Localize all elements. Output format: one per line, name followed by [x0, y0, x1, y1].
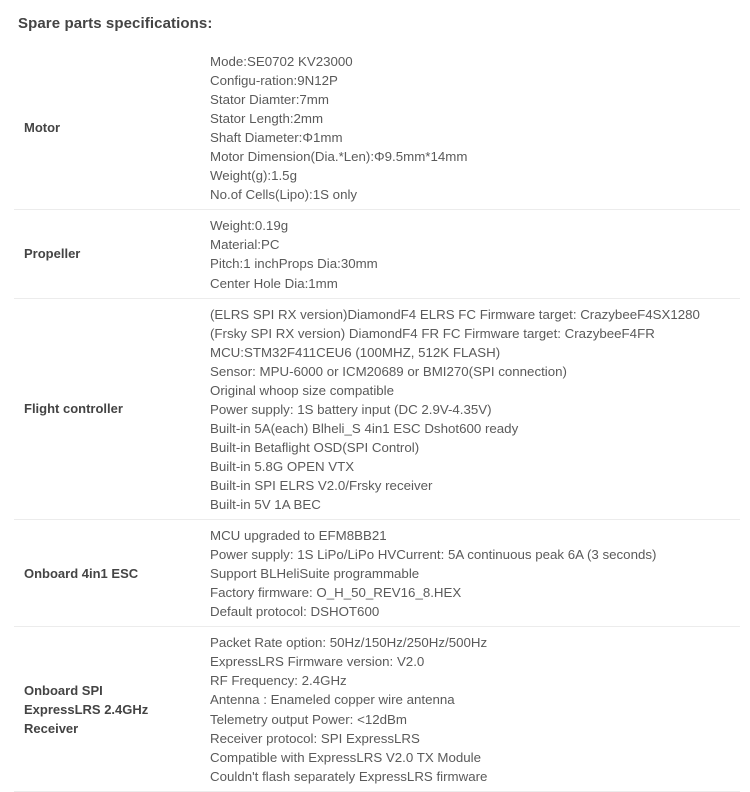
spec-line: Stator Length:2mm [210, 111, 324, 127]
spec-line: MCU upgraded to EFM8BB21 [210, 528, 387, 544]
spec-label [14, 520, 196, 627]
spec-label-line: Receiver [24, 720, 79, 736]
spec-row-flight-controller [14, 298, 740, 520]
spec-line: Antenna : Enameled copper wire antenna [210, 692, 455, 708]
spec-line: Packet Rate option: 50Hz/150Hz/250Hz/500Hz [210, 635, 488, 651]
spec-line: (Frsky SPI RX version) DiamondF4 FR FC Firmware target: CrazybeeF4FR [210, 325, 655, 341]
spec-line: Built-in Betaflight OSD(SPI Control) [210, 439, 420, 455]
spec-values [196, 210, 740, 298]
spec-line: Mode:SE0702 KV23000 [210, 54, 353, 69]
spec-line: Weight(g):1.5g [210, 168, 297, 184]
spec-label-line: Flight controller [24, 401, 123, 417]
spec-line: Power supply: 1S LiPo/LiPo HVCurrent: 5A continuous peak 6A (3 seconds) [210, 547, 657, 563]
spec-line: Built-in 5.8G OPEN VTX [210, 458, 355, 474]
spec-values [196, 520, 740, 627]
spec-line: Support BLHeliSuite programmable [210, 566, 420, 582]
spec-line: MCU:STM32F411CEU6 (100MHZ, 512K FLASH) [210, 344, 501, 360]
spec-line: Built-in SPI ELRS V2.0/Frsky receiver [210, 477, 433, 493]
spec-label [14, 210, 196, 298]
spec-label [14, 298, 196, 520]
spec-line: Sensor: MPU-6000 or ICM20689 or BMI270(SPI connection) [210, 363, 567, 379]
spec-values [196, 298, 740, 520]
spec-line: Compatible with ExpressLRS V2.0 TX Module [210, 749, 481, 765]
spec-line: No.of Cells(Lipo):1S only [210, 187, 358, 203]
spec-label [14, 627, 196, 791]
spec-label [14, 46, 196, 210]
spec-label-line: Propeller [24, 246, 81, 262]
spec-line: Material:PC [210, 237, 280, 253]
spec-line: Motor Dimension(Dia.*Len):Φ9.5mm*14mm [210, 149, 468, 165]
spec-label-line: Onboard 4in1 ESC [24, 565, 139, 581]
spec-line: Built-in 5V 1A BEC [210, 497, 321, 513]
spec-line: Couldn't flash separately ExpressLRS firmware [210, 768, 488, 784]
spec-label-line: Onboard SPI [24, 682, 103, 698]
spec-line: (ELRS SPI RX version)DiamondF4 ELRS FC Firmware target: CrazybeeF4SX1280 [210, 306, 700, 322]
spec-line: Stator Diamter:7mm [210, 92, 329, 108]
spec-line: Telemetry output Power: <12dBm [210, 711, 407, 727]
spec-row-receiver [14, 627, 740, 791]
spec-values [196, 46, 740, 210]
spec-line: Center Hole Dia:1mm [210, 275, 338, 291]
spec-label-line: Motor [24, 120, 61, 136]
spec-line: Power supply: 1S battery input (DC 2.9V-4.35V) [210, 401, 492, 417]
page-title: Spare parts specifications: [18, 15, 213, 32]
spec-line: Receiver protocol: SPI ExpressLRS [210, 730, 420, 746]
spec-line: RF Frequency: 2.4GHz [210, 673, 347, 689]
spec-row-esc [14, 520, 740, 627]
spec-table [14, 46, 740, 792]
spec-line: Shaft Diameter:Φ1mm [210, 130, 343, 146]
spec-line: Original whoop size compatible [210, 382, 395, 398]
spec-line: Built-in 5A(each) Blheli_S 4in1 ESC Dshot600 ready [210, 420, 519, 436]
spec-line: Weight:0.19g [210, 218, 289, 234]
spec-values [196, 627, 740, 791]
spec-line: Default protocol: DSHOT600 [210, 604, 380, 620]
spec-row-motor [14, 46, 740, 210]
spec-line: Pitch:1 inchProps Dia:30mm [210, 256, 378, 272]
spec-line: ExpressLRS Firmware version: V2.0 [210, 654, 425, 670]
spec-line: Factory firmware: O_H_50_REV16_8.HEX [210, 585, 462, 601]
spec-row-propeller [14, 210, 740, 298]
spec-line: Configu-ration:9N12P [210, 73, 338, 89]
spec-label-line: ExpressLRS 2.4GHz [24, 701, 149, 717]
